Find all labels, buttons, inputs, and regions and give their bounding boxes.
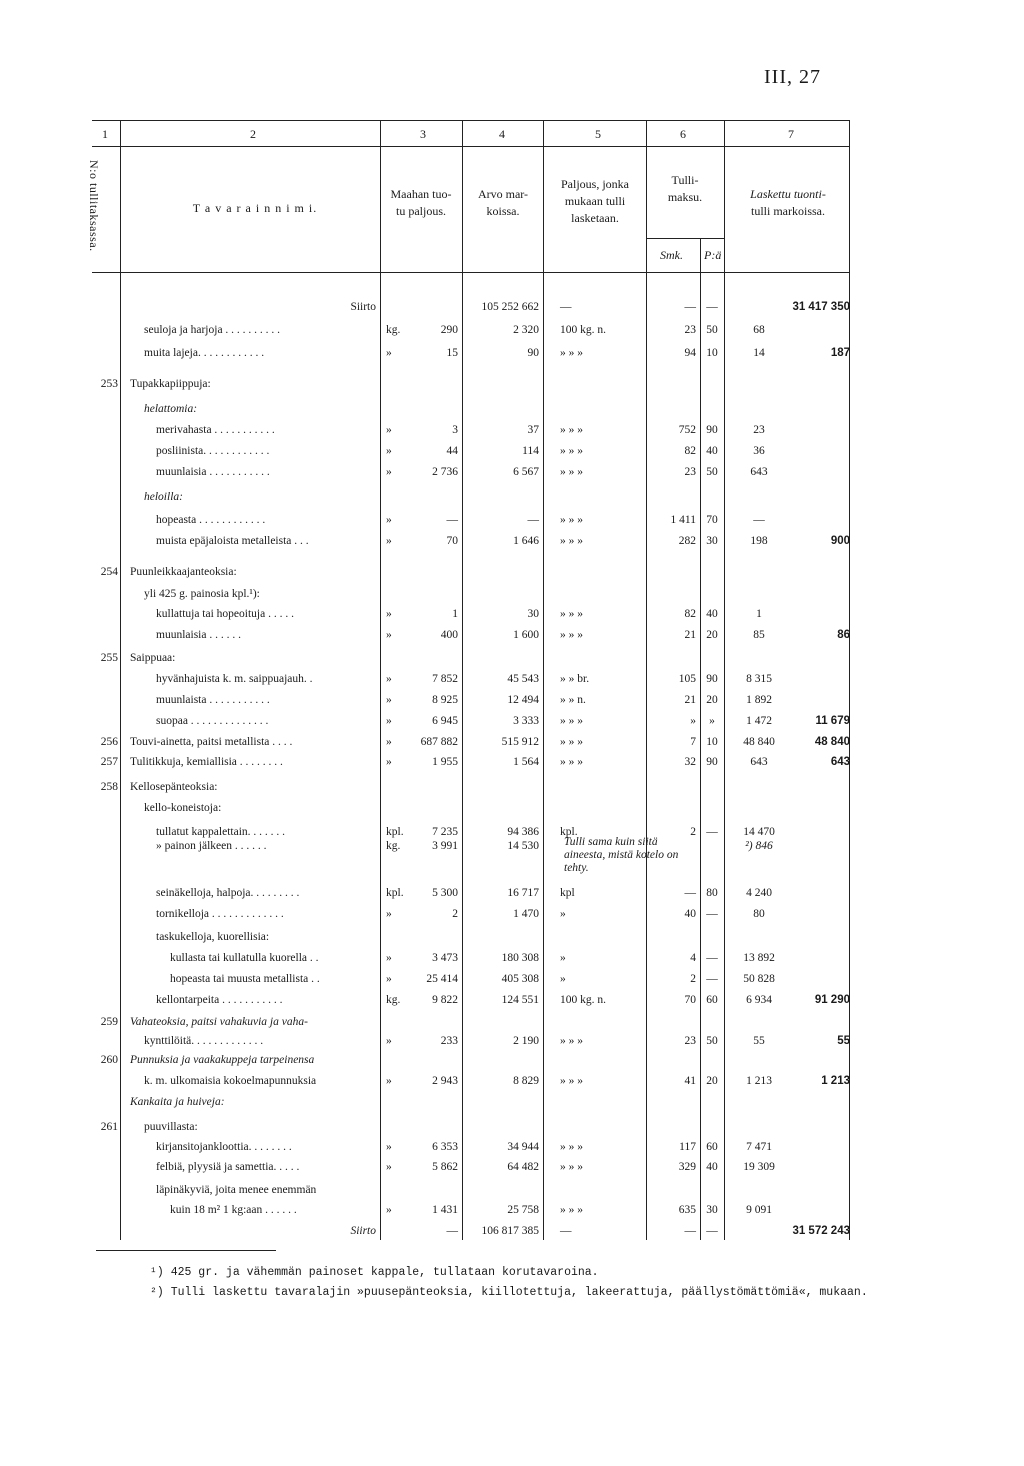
cell-qty: — (446, 1225, 458, 1237)
cell-qty: 400 (440, 629, 458, 641)
cell-qty: 5 862 (432, 1161, 458, 1173)
cell-name: muista epäjaloista metalleista . . . (156, 535, 309, 547)
cell-name: tullatut kappalettain. . . . . . . (156, 826, 286, 838)
cell-name: hopeasta . . . . . . . . . . . . (156, 514, 266, 526)
cell-no: 256 (100, 736, 118, 748)
col2-heading: T a v a r a i n n i m i. (192, 201, 318, 215)
cell-value: 1 600 (513, 629, 539, 641)
col7-heading-line1: Laskettu tuonti- (750, 187, 826, 201)
footnote-1: ¹) 425 gr. ja vähemmän painoset kappale, tullataan korutavaroina. (150, 1266, 599, 1279)
cell-total: 91 290 (814, 994, 850, 1006)
cell-name: Kankaita ja huiveja: (130, 1096, 225, 1108)
cell-basis: » (560, 952, 566, 964)
currency-penni: P:ä (704, 248, 722, 262)
col7-heading-line2: tulli markoissa. (751, 204, 825, 218)
cell-qty: 2 736 (432, 466, 458, 478)
cell-name: puuvillasta: (144, 1121, 198, 1133)
cell-basis: » » » (560, 535, 583, 547)
cell-mk: 105 (678, 673, 696, 685)
cell-qty: 9 822 (432, 994, 458, 1006)
cell-mk: — (684, 1225, 696, 1237)
cell-name: posliinista. . . . . . . . . . . . (156, 445, 270, 457)
cell-total: 187 (830, 347, 850, 359)
cell-qty: 1 431 (432, 1204, 458, 1216)
footnote-rule (96, 1250, 276, 1251)
col-number-6: 6 (680, 127, 686, 141)
cell-qty: 290 (440, 324, 458, 336)
cell-name: suopaa . . . . . . . . . . . . . . (156, 715, 269, 727)
cell-unit: » (386, 514, 392, 526)
cell-value: 1 564 (513, 756, 539, 768)
cell-calc: 85 (753, 629, 765, 641)
cell-value: 30 (527, 608, 539, 620)
cell-name: Saippuaa: (130, 652, 176, 664)
cell-mk: 329 (678, 1161, 696, 1173)
cell-p: — (706, 301, 718, 313)
cell-calc: 1 472 (746, 715, 772, 727)
cell-total: 643 (830, 756, 850, 768)
col-number-4: 4 (499, 127, 505, 141)
cell-basis: 100 kg. n. (560, 994, 606, 1006)
cell-unit: » (386, 629, 392, 641)
cell-basis: » » br. (560, 673, 590, 685)
cell-calc: 50 828 (743, 973, 775, 985)
cell-basis: » » » (560, 715, 583, 727)
cell-qty: 2 943 (432, 1075, 458, 1087)
col3-heading-line1: Maahan tuo- (390, 187, 452, 201)
cell-value: 2 190 (513, 1035, 539, 1047)
col5-heading (544, 176, 646, 227)
col4-heading (463, 186, 543, 220)
cell-p: 10 (706, 347, 718, 359)
cell-name: » painon jälkeen . . . . . . (156, 840, 267, 852)
col-number-1: 1 (102, 127, 108, 141)
cell-mk: 2 (690, 973, 696, 985)
cell-name: tornikelloja . . . . . . . . . . . . . (156, 908, 284, 920)
cell-mk: — (684, 301, 696, 313)
cell-mk: 4 (690, 952, 696, 964)
cell-value: 45 543 (507, 673, 539, 685)
cell-qty: 44 (446, 445, 458, 457)
cell-qty: 6 945 (432, 715, 458, 727)
cell-qty: 687 882 (420, 736, 458, 748)
cell-name: kello-koneistoja: (144, 802, 222, 814)
col5-heading-line3: lasketaan. (571, 211, 619, 225)
cell-name: muunlaista . . . . . . . . . . . (156, 694, 270, 706)
cell-basis: — (560, 301, 572, 313)
cell-name: läpinäkyviä, joita menee enemmän (156, 1184, 317, 1196)
cell-calc: 9 091 (746, 1204, 772, 1216)
cell-calc: 80 (753, 908, 765, 920)
cell-calc: 55 (753, 1035, 765, 1047)
cell-basis: » » » (560, 445, 583, 457)
cell-unit: » (386, 445, 392, 457)
cell-mk: 23 (684, 466, 696, 478)
cell-calc: 68 (753, 324, 765, 336)
cell-basis: » » » (560, 1035, 583, 1047)
cell-calc: 643 (750, 466, 768, 478)
cell-value: 1 470 (513, 908, 539, 920)
cell-qty: 233 (440, 1035, 458, 1047)
cell-basis: » » » (560, 466, 583, 478)
cell-no: 253 (100, 378, 118, 390)
cell-basis: » » » (560, 1204, 583, 1216)
cell-name: yli 425 g. painosia kpl.¹): (144, 588, 260, 600)
cell-mk: 752 (678, 424, 696, 436)
cell-name: Touvi-ainetta, paitsi metallista . . . . (130, 736, 293, 748)
header-mid-rule (92, 146, 850, 147)
cell-no: 255 (100, 652, 118, 664)
cell-mk: 41 (684, 1075, 696, 1087)
cell-name: kirjansitojankloottia. . . . . . . . (156, 1141, 292, 1153)
cell-value: 3 333 (513, 715, 539, 727)
cell-name: Tulitikkuja, kemiallisia . . . . . . . . (130, 756, 283, 768)
cell-calc: 1 892 (746, 694, 772, 706)
cell-unit: » (386, 673, 392, 685)
cell-mk: 117 (679, 1141, 696, 1153)
cell-total: 31 572 243 (792, 1225, 850, 1237)
cell-name: kuin 18 m² 1 kg:aan . . . . . . (170, 1204, 297, 1216)
cell-p: — (706, 826, 718, 838)
cell-no: 258 (100, 781, 118, 793)
cell-unit: » (386, 608, 392, 620)
header-top-rule (92, 120, 850, 121)
cell-value: 105 252 662 (481, 301, 539, 313)
cell-qty: 8 925 (432, 694, 458, 706)
cell-basis: 100 kg. n. (560, 324, 606, 336)
cell-value: 106 817 385 (481, 1225, 539, 1237)
cell-basis: » » » (560, 608, 583, 620)
cell-name: k. m. ulkomaisia kokoelmapunnuksia (144, 1075, 317, 1087)
cell-basis: » » » (560, 756, 583, 768)
cell-total: 11 679 (815, 715, 850, 727)
cell-p: 50 (706, 466, 718, 478)
cell-name: heloilla: (144, 491, 183, 503)
col-rule-4 (543, 120, 544, 1240)
col-rule-1 (120, 120, 121, 1240)
col3-heading (380, 186, 462, 220)
cell-p: 40 (706, 1161, 718, 1173)
cell-calc: 1 (756, 608, 762, 620)
cell-mk: 282 (678, 535, 696, 547)
cell-calc: 7 471 (746, 1141, 772, 1153)
cell-value: 2 320 (513, 324, 539, 336)
cell-name: Vahateoksia, paitsi vahakuvia ja vaha- (130, 1016, 308, 1028)
cell-p: 90 (706, 673, 718, 685)
cell-mk: 23 (684, 1035, 696, 1047)
cell-p: 20 (706, 694, 718, 706)
cell-basis: — (560, 1225, 572, 1237)
cell-calc: 19 309 (743, 1161, 775, 1173)
cell-unit: kpl. (386, 887, 404, 899)
cell-mk: 40 (684, 908, 696, 920)
cell-total: 55 (837, 1035, 850, 1047)
col-rule-5 (646, 120, 647, 1240)
cell-value: 16 717 (507, 887, 539, 899)
cell-value: 14 530 (507, 840, 539, 852)
cell-qty: 3 (452, 424, 458, 436)
cell-value: 90 (527, 347, 539, 359)
col-number-2: 2 (250, 127, 256, 141)
col-rule-6a (700, 238, 701, 1240)
siirto-label: Siirto (350, 301, 376, 313)
cell-mk: 82 (684, 445, 696, 457)
cell-basis: » » » (560, 736, 583, 748)
cell-p: » (709, 715, 715, 727)
cell-calc: 4 240 (746, 887, 772, 899)
cell-p: 60 (706, 994, 718, 1006)
cell-unit: » (386, 736, 392, 748)
cell-calc: ²) 846 (745, 840, 773, 852)
cell-calc: 14 (753, 347, 765, 359)
cell-basis: » (560, 908, 566, 920)
col-number-7: 7 (788, 127, 794, 141)
cell-unit: kg. (386, 840, 401, 852)
cell-unit: kg. (386, 994, 401, 1006)
cell-unit: » (386, 715, 392, 727)
cell-p: — (706, 952, 718, 964)
cell-p: 90 (706, 424, 718, 436)
cell-p: — (706, 908, 718, 920)
cell-p: 50 (706, 1035, 718, 1047)
cell-name: Punnuksia ja vaakakuppeja tarpeinensa (130, 1054, 315, 1066)
col4-heading-line1: Arvo mar- (477, 187, 529, 201)
cell-total: 48 840 (814, 736, 850, 748)
cell-unit: » (386, 1075, 392, 1087)
cell-value: 8 829 (513, 1075, 539, 1087)
cell-value: 114 (522, 445, 539, 457)
cell-name: felbiä, plyysiä ja samettia. . . . . (156, 1161, 300, 1173)
cell-qty: 5 300 (432, 887, 458, 899)
cell-qty: — (446, 514, 458, 526)
cell-calc: 13 892 (743, 952, 775, 964)
col-number-5: 5 (595, 127, 601, 141)
col5-heading-line1: Paljous, jonka (561, 177, 629, 191)
cell-basis: » » » (560, 424, 583, 436)
cell-value: 12 494 (507, 694, 539, 706)
cell-basis: » » » (560, 1141, 583, 1153)
cell-p: 40 (706, 608, 718, 620)
cell-name: taskukelloja, kuorellisia: (156, 931, 270, 943)
cell-unit: » (386, 908, 392, 920)
cell-mk: 32 (684, 756, 696, 768)
page-number: III, 27 (764, 66, 821, 88)
cell-value: — (527, 514, 539, 526)
siirto-label: Siirto (350, 1225, 376, 1237)
cell-basis: » » » (560, 629, 583, 641)
cell-unit: » (386, 1204, 392, 1216)
cell-mk: 1 411 (670, 514, 696, 526)
cell-name: hopeasta tai muusta metallista . . (170, 973, 320, 985)
cell-unit: » (386, 973, 392, 985)
cell-unit: » (386, 1035, 392, 1047)
header-bottom-rule (92, 272, 850, 273)
cell-qty: 1 955 (432, 756, 458, 768)
cell-basis: kpl. (560, 826, 578, 838)
cell-mk: — (684, 887, 696, 899)
cell-name: seuloja ja harjoja . . . . . . . . . . (144, 324, 281, 336)
cell-total: 900 (830, 535, 850, 547)
cell-total: 1 213 (821, 1075, 850, 1087)
cell-name: helattomia: (144, 403, 198, 415)
cell-unit: » (386, 952, 392, 964)
cell-total: 31 417 350 (792, 301, 850, 313)
cell-calc: — (753, 514, 765, 526)
cell-p: 40 (706, 445, 718, 457)
cell-mk: 2 (690, 826, 696, 838)
col-number-3: 3 (420, 127, 426, 141)
cell-mk: 94 (684, 347, 696, 359)
cell-unit: » (386, 1141, 392, 1153)
cell-calc: 48 840 (743, 736, 775, 748)
cell-qty: 2 (452, 908, 458, 920)
cell-mk: » (690, 715, 696, 727)
cell-p: — (706, 973, 718, 985)
col-rule-6 (724, 120, 725, 1240)
col7-heading (726, 186, 850, 220)
cell-qty: 15 (446, 347, 458, 359)
currency-markka: Smk. (660, 248, 683, 262)
cell-calc: 23 (753, 424, 765, 436)
cell-value: 37 (527, 424, 539, 436)
cell-p: 20 (706, 1075, 718, 1087)
col6-heading-line2: maksu. (667, 190, 703, 204)
cell-basis: » » » (560, 1161, 583, 1173)
cell-name: Kellosepänteoksia: (130, 781, 218, 793)
col4-heading-line2: koissa. (486, 204, 520, 218)
cell-mk: 7 (690, 736, 696, 748)
cell-calc: 36 (753, 445, 765, 457)
cell-name: hyvänhajuista k. m. saippuajauh. . (156, 673, 313, 685)
col-rule-3 (462, 120, 463, 1240)
cell-p: 60 (706, 1141, 718, 1153)
cell-basis: » » n. (560, 694, 586, 706)
cell-name: seinäkelloja, halpoja. . . . . . . . . (156, 887, 300, 899)
cell-p: 30 (706, 1204, 718, 1216)
cell-name: Tupakkapiippuja: (130, 378, 211, 390)
cell-name: Puunleikkaajanteoksia: (130, 566, 237, 578)
cell-mk: 635 (678, 1204, 696, 1216)
cell-unit: kpl. (386, 826, 404, 838)
col1-heading: N:o tullitaksassa. (87, 160, 101, 252)
cell-p: 30 (706, 535, 718, 547)
cell-no: 254 (100, 566, 118, 578)
cell-unit: » (386, 1161, 392, 1173)
cell-qty: 7 235 (432, 826, 458, 838)
cell-qty: 3 991 (432, 840, 458, 852)
cell-no: 257 (100, 756, 118, 768)
footnote-2: ²) Tulli laskettu tavaralajin »puusepänteoksia, kiillotettuja, lakeerattuja, päällystömättömiä«, mukaan. (150, 1286, 868, 1299)
cell-qty: 7 852 (432, 673, 458, 685)
col5-heading-line2: mukaan tulli (564, 194, 626, 208)
cell-p: 70 (706, 514, 718, 526)
cell-mk: 23 (684, 324, 696, 336)
cell-qty: 3 473 (432, 952, 458, 964)
currency-rule (646, 238, 724, 239)
cell-basis: » (560, 973, 566, 985)
cell-name: muita lajeja. . . . . . . . . . . . (144, 347, 265, 359)
cell-calc: 14 470 (743, 826, 775, 838)
cell-unit: » (386, 756, 392, 768)
cell-basis: » » » (560, 1075, 583, 1087)
cell-unit: » (386, 347, 392, 359)
cell-basis: Tulli sama kuin siitä aineesta, mistä kotelo on tehty. (564, 836, 679, 874)
cell-p: 90 (706, 756, 718, 768)
cell-unit: » (386, 694, 392, 706)
cell-p: 50 (706, 324, 718, 336)
cell-name: kullasta tai kullatulla kuorella . . (170, 952, 319, 964)
cell-value: 6 567 (513, 466, 539, 478)
cell-calc: 643 (750, 756, 768, 768)
cell-basis: » » » (560, 347, 583, 359)
cell-p: 80 (706, 887, 718, 899)
cell-value: 180 308 (501, 952, 539, 964)
cell-value: 124 551 (501, 994, 539, 1006)
col3-heading-line2: tu paljous. (396, 204, 446, 218)
cell-qty: 6 353 (432, 1141, 458, 1153)
cell-mk: 82 (684, 608, 696, 620)
cell-value: 64 482 (507, 1161, 539, 1173)
cell-value: 94 386 (507, 826, 539, 838)
cell-name: kellontarpeita . . . . . . . . . . . (156, 994, 283, 1006)
cell-value: 515 912 (501, 736, 539, 748)
cell-unit: » (386, 424, 392, 436)
cell-mk: 70 (684, 994, 696, 1006)
cell-no: 259 (100, 1016, 118, 1028)
cell-value: 405 308 (501, 973, 539, 985)
cell-mk: 21 (684, 629, 696, 641)
cell-calc: 1 213 (746, 1075, 772, 1087)
cell-total: 86 (837, 629, 850, 641)
cell-no: 260 (100, 1054, 118, 1066)
cell-p: 10 (706, 736, 718, 748)
cell-value: 1 646 (513, 535, 539, 547)
col6-heading (646, 172, 724, 206)
cell-p: — (706, 1225, 718, 1237)
cell-value: 25 758 (507, 1204, 539, 1216)
cell-calc: 8 315 (746, 673, 772, 685)
cell-calc: 6 934 (746, 994, 772, 1006)
cell-name: kullattuja tai hopeoituja . . . . . (156, 608, 294, 620)
cell-basis: kpl (560, 887, 575, 899)
cell-name: kynttilöitä. . . . . . . . . . . . . (144, 1035, 264, 1047)
cell-unit: kg. (386, 324, 401, 336)
col6-heading-line1: Tulli- (671, 173, 699, 187)
cell-qty: 25 414 (426, 973, 458, 985)
cell-mk: 21 (684, 694, 696, 706)
cell-no: 261 (100, 1121, 118, 1133)
cell-qty: 1 (452, 608, 458, 620)
cell-calc: 198 (750, 535, 768, 547)
cell-name: muunlaisia . . . . . . . . . . . (156, 466, 270, 478)
cell-p: 20 (706, 629, 718, 641)
cell-basis: » » » (560, 514, 583, 526)
cell-value: 34 944 (507, 1141, 539, 1153)
cell-unit: » (386, 535, 392, 547)
cell-name: muunlaisia . . . . . . (156, 629, 241, 641)
cell-unit: » (386, 466, 392, 478)
cell-qty: 70 (446, 535, 458, 547)
cell-name: merivahasta . . . . . . . . . . . (156, 424, 275, 436)
